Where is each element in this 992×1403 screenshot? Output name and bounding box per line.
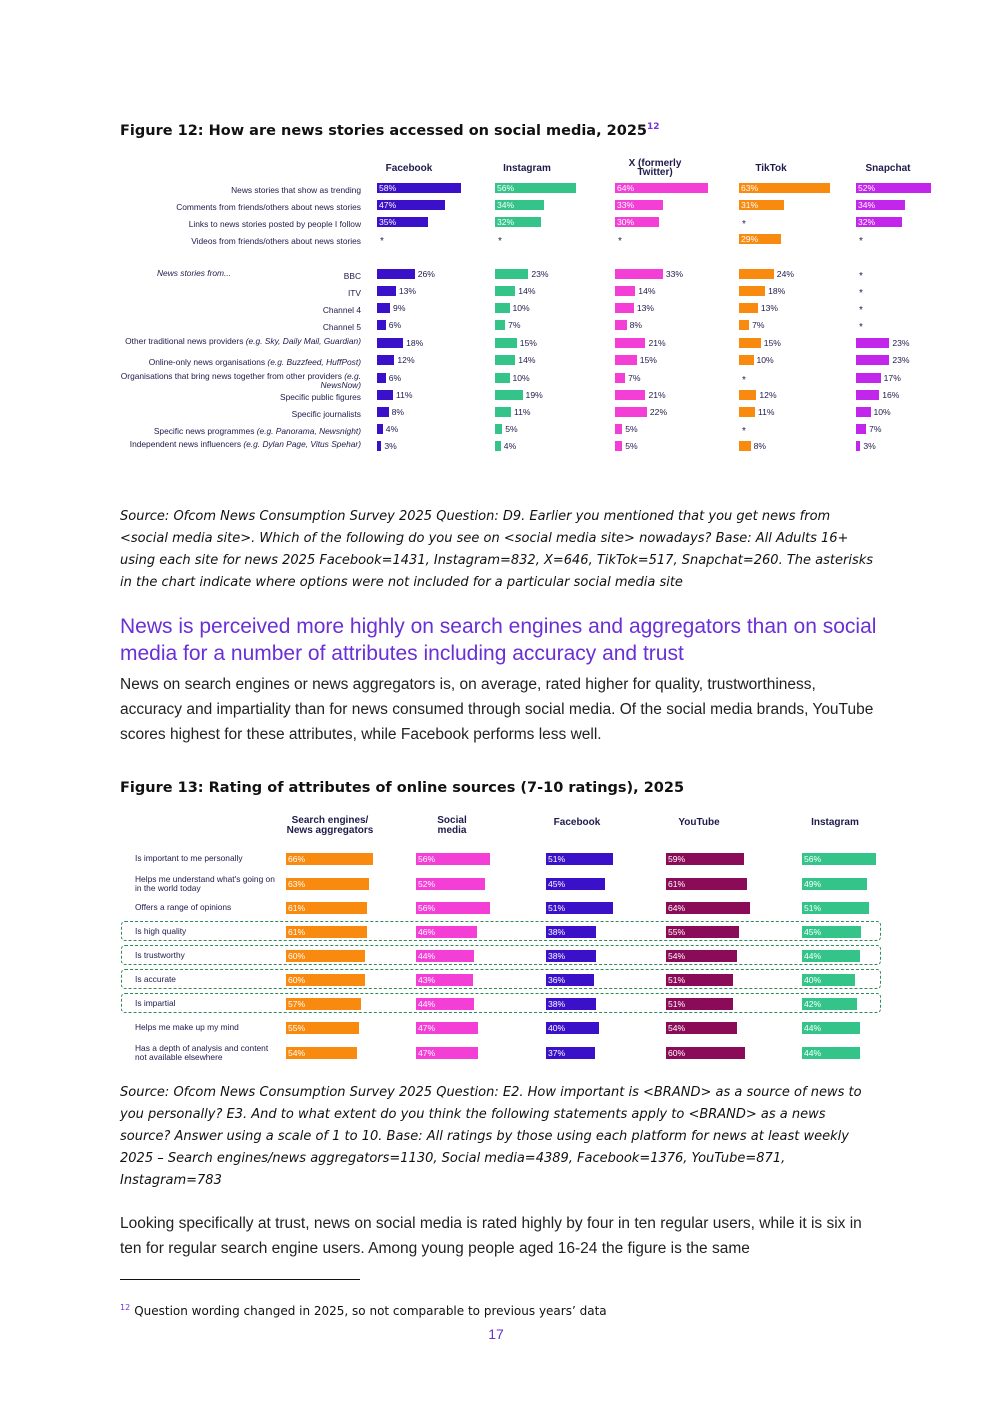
asterisk-marker: *: [859, 322, 863, 333]
value-label: 40%: [804, 975, 822, 985]
column-header-youtube: YouTube: [678, 817, 720, 828]
row-label-helps-me-understand-what-s-going-on-in-the-world-today: Helps me understand what's going on in the world today: [135, 874, 275, 893]
value-label: 32%: [497, 217, 515, 227]
value-label: 56%: [804, 854, 822, 864]
value-label: 33%: [665, 269, 684, 279]
highlight-outline: [121, 969, 881, 989]
value-label: 42%: [804, 999, 822, 1009]
value-label: 15%: [519, 338, 537, 348]
value-label: 51%: [804, 903, 822, 913]
value-label: 13%: [398, 286, 417, 296]
value-label: 10%: [512, 303, 530, 313]
value-label: 61%: [668, 879, 686, 889]
row-label-bbc: BBC: [343, 271, 361, 281]
value-label: 51%: [548, 903, 566, 913]
row-label-comments-from-friends-others-about-news-stories: Comments from friends/others about news stories: [176, 202, 361, 212]
row-label-specific-journalists: Specific journalists: [291, 409, 361, 419]
column-header-instagram: Instagram: [503, 163, 551, 174]
column-header-tiktok: TikTok: [755, 163, 787, 174]
value-label: 13%: [760, 303, 779, 313]
value-label: 55%: [668, 927, 686, 937]
footnote-number: 12: [120, 1303, 131, 1312]
footnote-divider: [120, 1279, 360, 1280]
value-label: 10%: [873, 407, 891, 417]
row-label-has-a-depth-of-analysis-and-content-not-available-elsewhere: Has a depth of analysis and content not available elsewhere: [135, 1043, 269, 1062]
value-label: 38%: [548, 999, 566, 1009]
value-label: 51%: [668, 975, 686, 985]
row-label-specific-news-programmes: Specific news programmes (e.g. Panorama, Newsnight): [153, 426, 361, 436]
value-label: 61%: [288, 903, 306, 913]
value-label: 63%: [288, 879, 306, 889]
value-label: 12%: [759, 390, 777, 400]
value-label: 22%: [649, 407, 668, 417]
row-label-is-important-to-me-personally: Is important to me personally: [135, 853, 243, 863]
value-label: 47%: [418, 1023, 436, 1033]
value-label: 5%: [505, 424, 518, 434]
row-label-independent-news-influencers: Independent news influencers (e.g. Dylan Page, Vitus Spehar): [129, 439, 361, 449]
value-label: 4%: [385, 424, 399, 434]
row-label-example: (e.g. NewsNow): [320, 371, 361, 390]
asterisk-marker: *: [859, 305, 863, 316]
value-label: 45%: [548, 879, 566, 889]
value-label: 63%: [741, 183, 759, 193]
column-header-search-engines-news-aggregators: Search engines/ News aggregators: [286, 815, 374, 836]
column-header-x-formerly-twitter: X (formerly Twitter): [628, 158, 682, 178]
value-label: 47%: [418, 1048, 436, 1058]
value-label: 14%: [518, 355, 536, 365]
column-header-social-media: Social media: [437, 815, 467, 836]
value-label: 64%: [617, 183, 635, 193]
value-label: 7%: [628, 373, 641, 383]
value-label: 38%: [548, 951, 566, 961]
value-label: 19%: [525, 390, 543, 400]
value-label: 58%: [379, 183, 397, 193]
value-label: 64%: [668, 903, 686, 913]
row-label-videos-from-friends-others-about-news-stories: Videos from friends/others about news stories: [191, 236, 361, 246]
value-label: 60%: [288, 975, 306, 985]
value-label: 51%: [548, 854, 566, 864]
value-label: 11%: [757, 407, 775, 417]
value-label: 54%: [668, 951, 686, 961]
value-label: 5%: [625, 441, 638, 451]
value-label: 47%: [379, 200, 397, 210]
value-label: 56%: [418, 854, 436, 864]
value-label: 7%: [869, 424, 882, 434]
row-label-other-traditional-news-providers: Other traditional news providers (e.g. Sky, Daily Mail, Guardian): [125, 336, 361, 346]
column-header-facebook: Facebook: [553, 817, 601, 828]
footnote: [120, 1303, 607, 1318]
value-label: 54%: [288, 1048, 306, 1058]
value-label: 3%: [384, 441, 397, 451]
row-label-organisations-that-bring-news-together-from-other-providers: Organisations that bring news together from other providers (e.g. NewsNow): [120, 371, 361, 390]
value-label: 10%: [756, 355, 774, 365]
value-label: 56%: [418, 903, 436, 913]
row-label-itv: ITV: [347, 288, 361, 298]
asterisk-marker: *: [859, 271, 863, 282]
highlight-outline: [121, 945, 881, 965]
value-label: 61%: [288, 927, 306, 937]
value-label: 52%: [858, 183, 876, 193]
value-label: 11%: [513, 407, 531, 417]
highlight-outline: [121, 993, 881, 1013]
value-label: 44%: [804, 1048, 822, 1058]
value-label: 21%: [648, 390, 666, 400]
value-label: 10%: [512, 373, 530, 383]
row-label-news-stories-that-show-as-trending: News stories that show as trending: [231, 185, 361, 195]
value-label: 23%: [892, 355, 910, 365]
value-label: 6%: [388, 373, 402, 383]
page-number: 17: [488, 1326, 504, 1342]
asterisk-marker: *: [618, 236, 622, 247]
value-label: 18%: [406, 338, 424, 348]
value-label: 37%: [548, 1048, 566, 1058]
paragraph-2: Looking specifically at trust, news on social media is rated highly by four in ten regular users, while it is six in ten for regular search engine users. Among young people aged 16-24 the figure is the same: [120, 1215, 862, 1257]
value-label: 13%: [636, 303, 655, 313]
row-label-is-high-quality: Is high quality: [135, 926, 187, 936]
value-label: 30%: [617, 217, 635, 227]
row-label-channel-5: Channel 5: [322, 322, 361, 332]
value-label: 15%: [763, 338, 781, 348]
figure-13-title: Figure 13: Rating of attributes of online sources (7-10 ratings), 2025: [120, 780, 685, 796]
value-label: 8%: [753, 441, 767, 451]
value-label: 8%: [629, 320, 643, 330]
value-label: 44%: [418, 999, 436, 1009]
value-label: 21%: [648, 338, 666, 348]
asterisk-marker: *: [498, 236, 502, 247]
value-label: 26%: [417, 269, 435, 279]
paragraph-1: News on search engines or news aggregators is, on average, rated higher for quality, trustworthiness, accuracy and impartiality than for news consumed through social media. Of the social media brands, YouTube scores highest for these attributes, while Facebook performs less well.: [120, 676, 874, 743]
value-label: 7%: [752, 320, 765, 330]
row-label-channel-4: Channel 4: [322, 305, 361, 315]
row-label-example: (e.g. Dylan Page, Vitus Spehar): [243, 439, 361, 449]
value-label: 44%: [418, 951, 436, 961]
value-label: 46%: [418, 927, 436, 937]
section-label: News stories from...: [157, 268, 231, 278]
value-label: 5%: [625, 424, 638, 434]
value-label: 60%: [668, 1048, 686, 1058]
value-label: 66%: [288, 854, 306, 864]
value-label: 59%: [668, 854, 686, 864]
row-label-is-trustworthy: Is trustworthy: [135, 950, 185, 960]
row-label-online-only-news-organisations: Online-only news organisations (e.g. Buzzfeed, HuffPost): [148, 357, 361, 367]
column-header-instagram: Instagram: [811, 817, 859, 828]
value-label: 17%: [883, 373, 901, 383]
value-label: 31%: [741, 200, 759, 210]
value-label: 29%: [741, 234, 759, 244]
footnote-text: Question wording changed in 2025, so not comparable to previous years’ data: [134, 1304, 607, 1318]
value-label: 23%: [892, 338, 910, 348]
value-label: 34%: [858, 200, 876, 210]
value-label: 9%: [393, 303, 406, 313]
asterisk-marker: *: [859, 288, 863, 299]
row-label-specific-public-figures: Specific public figures: [280, 392, 361, 402]
value-label: 57%: [288, 999, 306, 1009]
row-label-example: (e.g. Buzzfeed, HuffPost): [267, 357, 361, 367]
figure-12-title: Figure 12: How are news stories accessed on social media, 2025$^{12}$: [120, 122, 660, 139]
row-label-example: (e.g. Panorama, Newsnight): [256, 426, 361, 436]
value-label: 51%: [668, 999, 686, 1009]
value-label: 56%: [497, 183, 515, 193]
row-label-helps-me-make-up-my-mind: Helps me make up my mind: [135, 1022, 239, 1032]
row-label-example: (e.g. Sky, Daily Mail, Guardian): [245, 336, 361, 346]
row-label-offers-a-range-of-opinions: Offers a range of opinions: [135, 902, 232, 912]
value-label: 44%: [804, 1023, 822, 1033]
row-label-is-accurate: Is accurate: [135, 974, 176, 984]
highlight-outline: [121, 921, 881, 941]
value-label: 38%: [548, 927, 566, 937]
asterisk-marker: *: [859, 236, 863, 247]
value-label: 60%: [288, 951, 306, 961]
value-label: 52%: [418, 879, 436, 889]
value-label: 6%: [388, 320, 402, 330]
value-label: 7%: [508, 320, 521, 330]
section-heading: News is perceived more highly on search engines and aggregators than on social media for a number of attributes including accuracy and trust: [120, 615, 877, 665]
value-label: 34%: [497, 200, 515, 210]
value-label: 16%: [882, 390, 900, 400]
asterisk-marker: *: [742, 426, 746, 437]
value-label: 24%: [776, 269, 794, 279]
value-label: 45%: [804, 927, 822, 937]
value-label: 3%: [863, 441, 876, 451]
value-label: 55%: [288, 1023, 306, 1033]
value-label: 35%: [379, 217, 397, 227]
asterisk-marker: *: [742, 375, 746, 386]
value-label: 32%: [858, 217, 876, 227]
value-label: 8%: [391, 407, 405, 417]
value-label: 11%: [395, 390, 413, 400]
value-label: 14%: [518, 286, 536, 296]
value-label: 15%: [639, 355, 657, 365]
value-label: 36%: [548, 975, 566, 985]
value-label: 40%: [548, 1023, 566, 1033]
row-label-is-impartial: Is impartial: [135, 998, 176, 1008]
value-label: 12%: [397, 355, 415, 365]
value-label: 23%: [531, 269, 549, 279]
column-header-facebook: Facebook: [385, 163, 433, 174]
value-label: 18%: [768, 286, 786, 296]
value-label: 43%: [418, 975, 436, 985]
asterisk-marker: *: [742, 219, 746, 230]
value-label: 44%: [804, 951, 822, 961]
value-label: 14%: [638, 286, 656, 296]
value-label: 33%: [617, 200, 635, 210]
asterisk-marker: *: [380, 236, 384, 247]
value-label: 54%: [668, 1023, 686, 1033]
row-label-links-to-news-stories-posted-by-people-i-follow: Links to news stories posted by people I follow: [188, 219, 361, 229]
value-label: 4%: [503, 441, 517, 451]
value-label: 49%: [804, 879, 822, 889]
figure-12-source: Source: Ofcom News Consumption Survey 2025 Question: D9. Earlier you mentioned that you get news from <social media site>. Which of the following do you see on <social media site> nowadays? Base: All Adults 16+ using each site for news 2025 Facebook=1431, Instagram=832, X=646, TikTok=517, Snapchat=260. The asterisks in the chart indicate where options were not included for a particular social media site: [120, 509, 874, 590]
footnote-ref[interactable]: 12: [647, 122, 660, 132]
figure-13-source: Source: Ofcom News Consumption Survey 2025 Question: E2. How important is <BRAND> as a source of news to you personally? E3. And to what extent do you think the following statements apply to <BRAND> as a news source? Answer using a scale of 1 to 10. Base: All ratings by those using each platform for news at least weekly 2025 – Search engines/news aggregators=1130, Social media=4389, Facebook=1376, YouTube=871, Instagram=783: [120, 1085, 862, 1188]
column-header-snapchat: Snapchat: [865, 163, 911, 174]
